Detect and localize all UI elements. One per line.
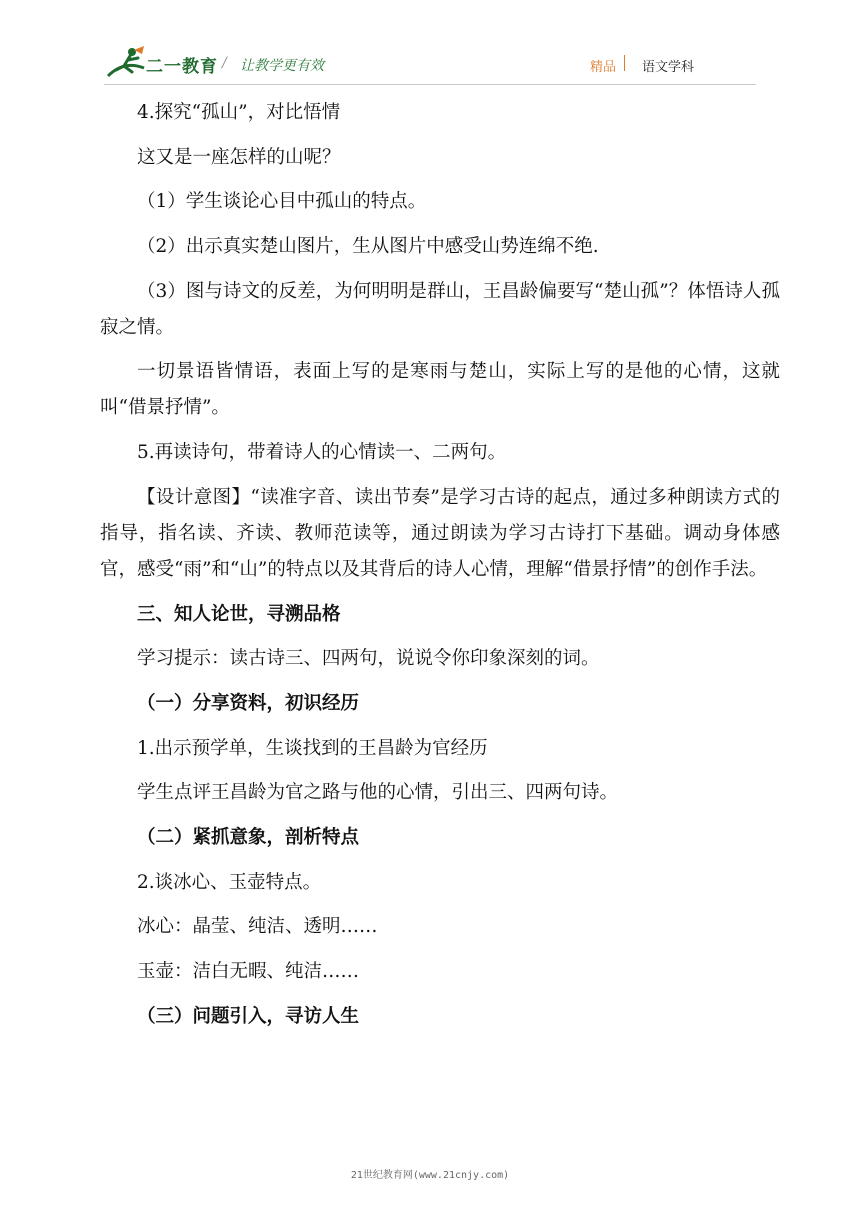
logo-text: 二一教育 [146,57,218,77]
body-line: （2）出示真实楚山图片，生从图片中感受山势连绵不绝. [137,236,599,258]
header-rule [104,84,756,85]
page-footer: 21世纪教育网(www.21cnjy.com) [350,1170,510,1181]
body-line: 学习提示：读古诗三、四两句，说说令你印象深刻的词。 [137,648,600,670]
quality-badge: 精品 [590,60,617,75]
body-line: （1）学生谈论心目中孤山的特点。 [137,191,427,213]
body-line: 2.谈冰心、玉壶特点。 [137,871,322,893]
subsection-heading: （一）分享资料，初识经历 [137,692,360,714]
page-header [0,0,860,86]
header-separator: / [222,55,227,71]
body-line: 玉壶：洁白无暇、纯洁…… [137,961,360,982]
document-body [100,95,780,1043]
subsection-heading: （三）问题引入，寻访人生 [137,1005,360,1027]
body-line: 学生点评王昌龄为官之路与他的心情，引出三、四两句诗。 [137,782,619,804]
body-line: 4.探究“孤山”，对比悟情 [137,102,341,123]
body-line: 冰心：晶莹、纯洁、透明…… [137,916,378,938]
subject-badge: 语文学科 [642,60,695,75]
subsection-heading: （二）紧抓意象，剖析特点 [137,826,360,848]
badge-divider [624,55,625,71]
body-line: 一切景语皆情语，表面上写的是寒雨与楚山，实际上写的是他的心情，这就叫“借景抒情”。 [100,361,780,419]
body-line: 1.出示预学单，生谈找到的王昌龄为官经历 [137,737,488,759]
header-slogan: 让教学更有效 [240,58,324,74]
section-heading: 三、知人论世，寻溯品格 [137,603,341,625]
body-line: 5.再读诗句，带着诗人的心情读一、二两句。 [137,442,507,464]
design-intent-paragraph: 【设计意图】“读准字音、读出节奏”是学习古诗的起点，通过多种朗读方式的指导，指名读、齐读、教师范读等，通过朗读为学习古诗打下基础。调动身体感官，感受“雨”和“山”的特点以及其背后的诗人心情，理解“借景抒情”的创作手法。 [100,486,780,580]
body-line: 这又是一座怎样的山呢？ [137,146,341,168]
body-line: （3）图与诗文的反差，为何明明是群山，王昌龄偏要写“楚山孤”？体悟诗人孤寂之情。 [100,280,780,338]
